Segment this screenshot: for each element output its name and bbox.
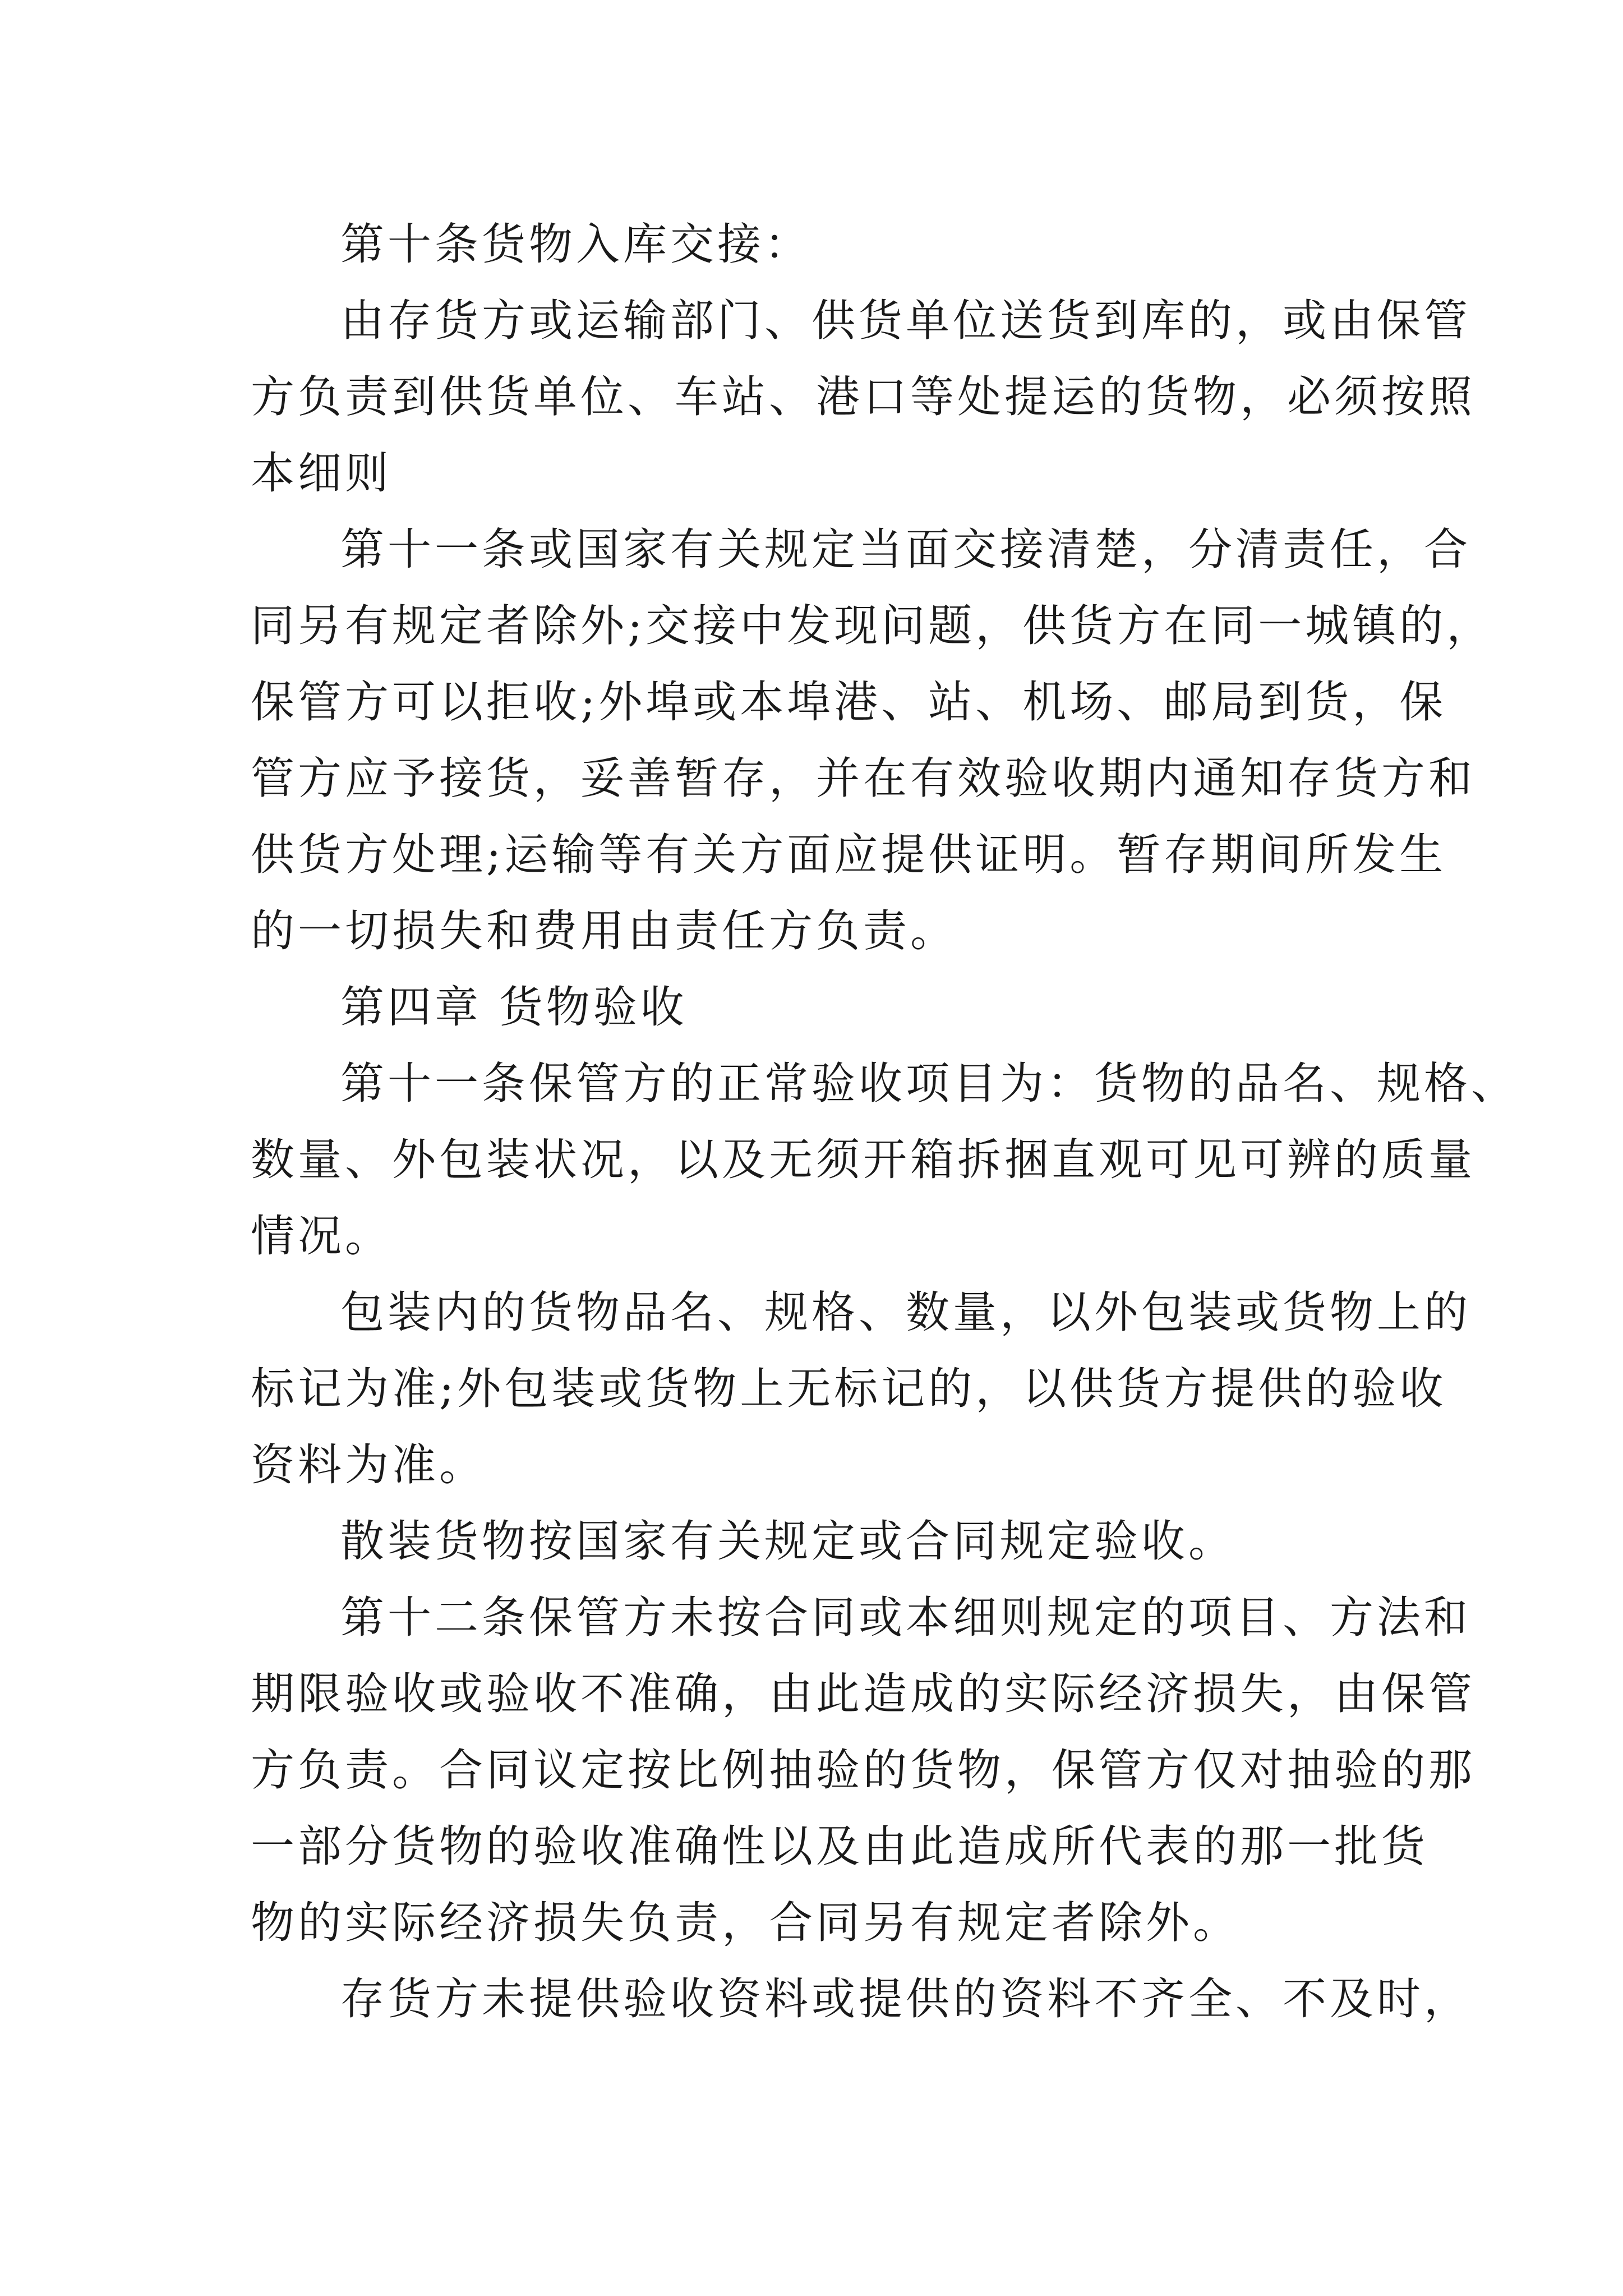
text-line: 供货方处理;运输等有关方面应提供证明。暂存期间所发生 xyxy=(251,830,1447,880)
text-line: 第十二条保管方未按合同或本细则规定的项目、方法和 xyxy=(340,1593,1472,1643)
text-line: 期限验收或验收不准确，由此造成的实际经济损失，由保管 xyxy=(251,1669,1476,1719)
text-line: 散装货物按国家有关规定或合同规定验收。 xyxy=(340,1516,1236,1567)
text-line: 第十条货物入库交接： xyxy=(340,219,812,270)
text-line: 第十一条保管方的正常验收项目为：货物的品名、规格、 xyxy=(340,1059,1519,1109)
chapter-title: 第四章 货物验收 xyxy=(340,982,688,1033)
text-line: 方负责。合同议定按比例抽验的货物，保管方仅对抽验的那 xyxy=(251,1745,1476,1796)
text-line: 资料为准。 xyxy=(251,1440,487,1490)
text-line: 物的实际经济损失负责，合同另有规定者除外。 xyxy=(251,1898,1241,1948)
paragraph-bulk-goods xyxy=(251,1503,1378,1580)
text-line: 情况。 xyxy=(251,1211,393,1262)
paragraph-missing-documents xyxy=(251,1961,1472,2037)
text-line: 的一切损失和费用由责任方负责。 xyxy=(251,906,958,956)
text-line: 保管方可以拒收;外埠或本埠港、站、机场、邮局到货，保 xyxy=(251,677,1447,728)
text-line: 同另有规定者除外;交接中发现问题，供货方在同一城镇的， xyxy=(251,601,1494,651)
text-line: 数量、外包装状况，以及无须开箱拆捆直观可见可辨的质量 xyxy=(251,1135,1476,1185)
text-line: 由存货方或运输部门、供货单位送货到库的，或由保管 xyxy=(340,296,1472,346)
text-line: 本细则 xyxy=(251,448,393,499)
paragraph-article-11-inspection xyxy=(251,1046,1519,1274)
text-line: 第十一条或国家有关规定当面交接清楚，分清责任，合 xyxy=(340,524,1472,575)
paragraph-article-12 xyxy=(251,1580,1476,1961)
chapter-heading xyxy=(251,969,1378,1046)
paragraph-delivery xyxy=(251,283,1476,512)
paragraph-article-11-handover xyxy=(251,512,1494,969)
text-line: 包装内的货物品名、规格、数量，以外包装或货物上的 xyxy=(340,1287,1472,1338)
text-line: 存货方未提供验收资料或提供的资料不齐全、不及时， xyxy=(340,1974,1472,2024)
paragraph-article-10 xyxy=(251,206,1378,283)
text-line: 标记为准;外包装或货物上无标记的，以供货方提供的验收 xyxy=(251,1364,1447,1414)
document-body xyxy=(251,206,1519,2037)
text-line: 方负责到供货单位、车站、港口等处提运的货物，必须按照 xyxy=(251,372,1476,422)
paragraph-package-contents xyxy=(251,1274,1472,1503)
text-line: 一部分货物的验收准确性以及由此造成所代表的那一批货 xyxy=(251,1821,1429,1872)
text-line: 管方应予接货，妥善暂存，并在有效验收期内通知存货方和 xyxy=(251,753,1476,804)
